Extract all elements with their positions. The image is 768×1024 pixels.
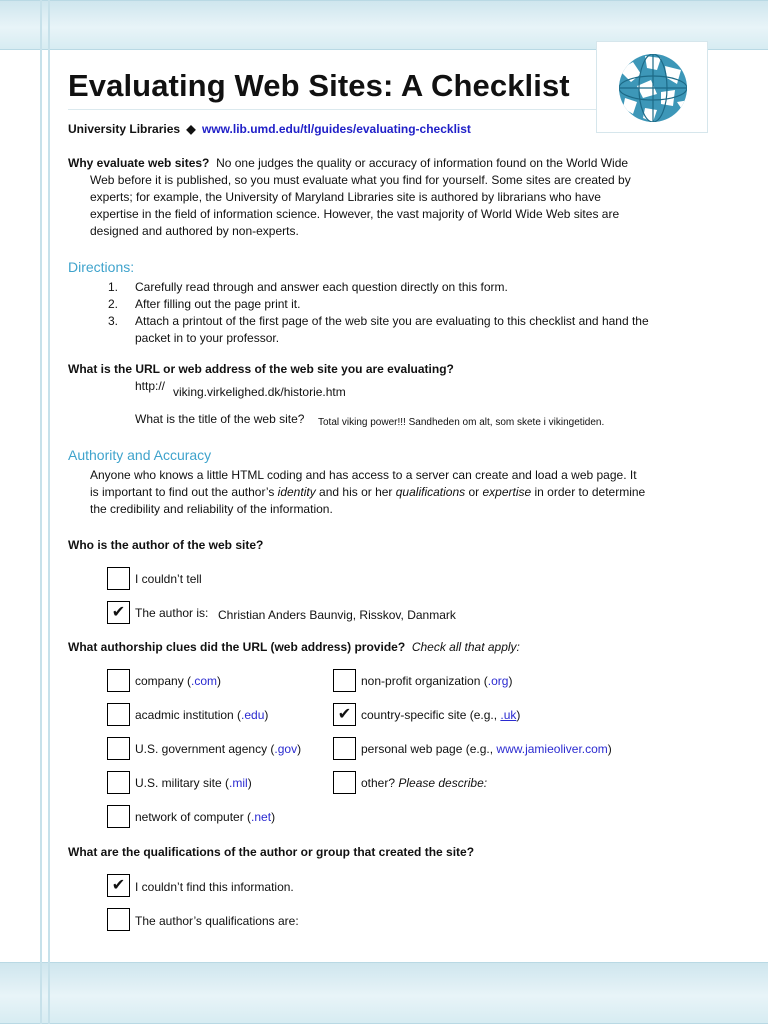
guide-url-link[interactable]: www.lib.umd.edu/tl/guides/evaluating-checklist [201, 122, 471, 136]
checkbox-label: acadmic institution (.edu) [135, 708, 269, 722]
question-hint: Check all that apply: [411, 640, 520, 654]
item-number: 1. [108, 280, 119, 294]
why-evaluate-paragraph [68, 155, 668, 240]
title-divider [68, 109, 598, 110]
directions-heading: Directions: [68, 259, 135, 275]
globe-icon [611, 48, 695, 128]
title-field[interactable]: Total viking power!!! Sandheden om alt, som skete i vikingetiden. [318, 417, 605, 428]
why-line: experts; for example, the University of Maryland Libraries site is authored by librarians who have [90, 190, 601, 204]
item-text: Carefully read through and answer each question directly on this form. [135, 280, 508, 294]
not-found-checkbox[interactable]: ✔ [107, 874, 130, 897]
country-checkbox[interactable]: ✔ [333, 703, 356, 726]
checkbox-label: I couldn’t find this information. [135, 880, 294, 894]
separator-diamond: ◆ [186, 122, 196, 136]
qualifications-term: qualifications [395, 485, 466, 499]
authority-paragraph [90, 467, 690, 518]
qualifications-question: What are the qualifications of the author or group that created the site? [68, 845, 475, 859]
checkbox-label: non-profit organization (.org) [361, 674, 513, 688]
margin-line [48, 0, 50, 1024]
why-evaluate-lead: Why evaluate web sites? [68, 156, 210, 170]
why-first-line: No one judges the quality or accuracy of information found on the World Wide [216, 156, 629, 170]
url-clues-question [68, 640, 520, 654]
globe-logo [596, 41, 708, 133]
author-question: Who is the author of the web site? [68, 538, 264, 552]
authority-line: Anyone who knows a little HTML coding and has access to a server can create and load a web page. It [90, 468, 637, 482]
edu-checkbox[interactable] [107, 703, 130, 726]
url-question: What is the URL or web address of the web site you are evaluating? [68, 362, 454, 376]
footer-band [0, 962, 768, 1024]
checkbox-label: country-specific site (e.g., .uk) [361, 708, 521, 722]
list-item [108, 313, 688, 347]
item-text: After filling out the page print it. [135, 297, 301, 311]
personal-page-checkbox[interactable] [333, 737, 356, 760]
checkbox-label: I couldn’t tell [135, 572, 202, 586]
org-name: University Libraries [68, 122, 181, 136]
directions-list [108, 279, 688, 347]
author-is-checkbox[interactable]: ✔ [107, 601, 130, 624]
mil-checkbox[interactable] [107, 771, 130, 794]
checkbox-label: U.S. government agency (.gov) [135, 742, 302, 756]
checkbox-label: personal web page (e.g., www.jamieoliver.com) [361, 742, 612, 756]
authority-text: and his or her [315, 485, 396, 499]
com-checkbox[interactable] [107, 669, 130, 692]
http-prefix: http:// [135, 379, 166, 393]
authority-heading: Authority and Accuracy [68, 447, 212, 463]
authority-text: in order to determine [531, 485, 646, 499]
item-text-line: Attach a printout of the first page of the web site you are evaluating to this checklist and hand the [135, 314, 649, 328]
checkbox-label: other? Please describe: [361, 776, 488, 790]
authority-text: is important to find out the author’s [90, 485, 278, 499]
authority-line: the credibility and reliability of the information. [90, 502, 333, 516]
why-line: designed and authored by non-experts. [90, 224, 299, 238]
other-checkbox[interactable] [333, 771, 356, 794]
why-line: expertise in the field of information science. However, the vast majority of World Wide Web sites are [90, 207, 620, 221]
checkbox-label: The author’s qualifications are: [135, 914, 299, 928]
net-checkbox[interactable] [107, 805, 130, 828]
identity-term: identity [277, 485, 316, 499]
checkbox-label: company (.com) [135, 674, 222, 688]
checkbox-label: network of computer (.net) [135, 810, 276, 824]
org-checkbox[interactable] [333, 669, 356, 692]
list-item [108, 279, 688, 296]
url-field[interactable]: viking.virkelighed.dk/historie.htm [173, 385, 346, 399]
item-text-line: packet in to your professor. [135, 331, 280, 345]
item-number: 2. [108, 297, 119, 311]
gov-checkbox[interactable] [107, 737, 130, 760]
item-text [135, 313, 649, 347]
why-line: Web before it is published, so you must evaluate what you find for yourself. Some sites are created by [90, 173, 631, 187]
couldnt-tell-checkbox[interactable] [107, 567, 130, 590]
authority-text: or [465, 485, 483, 499]
expertise-term: expertise [482, 485, 532, 499]
list-item [108, 296, 688, 313]
checkbox-label: The author is: [135, 606, 209, 620]
qualifications-are-checkbox[interactable] [107, 908, 130, 931]
title-question-label: What is the title of the web site? [135, 412, 305, 426]
source-line [68, 122, 471, 136]
question-text: What authorship clues did the URL (web address) provide? [68, 640, 406, 654]
item-number: 3. [108, 314, 119, 328]
checkbox-label: U.S. military site (.mil) [135, 776, 252, 790]
margin-line [40, 0, 42, 1024]
author-name-field[interactable]: Christian Anders Baunvig, Risskov, Danmark [218, 608, 456, 622]
page-title: Evaluating Web Sites: A Checklist [68, 68, 570, 103]
